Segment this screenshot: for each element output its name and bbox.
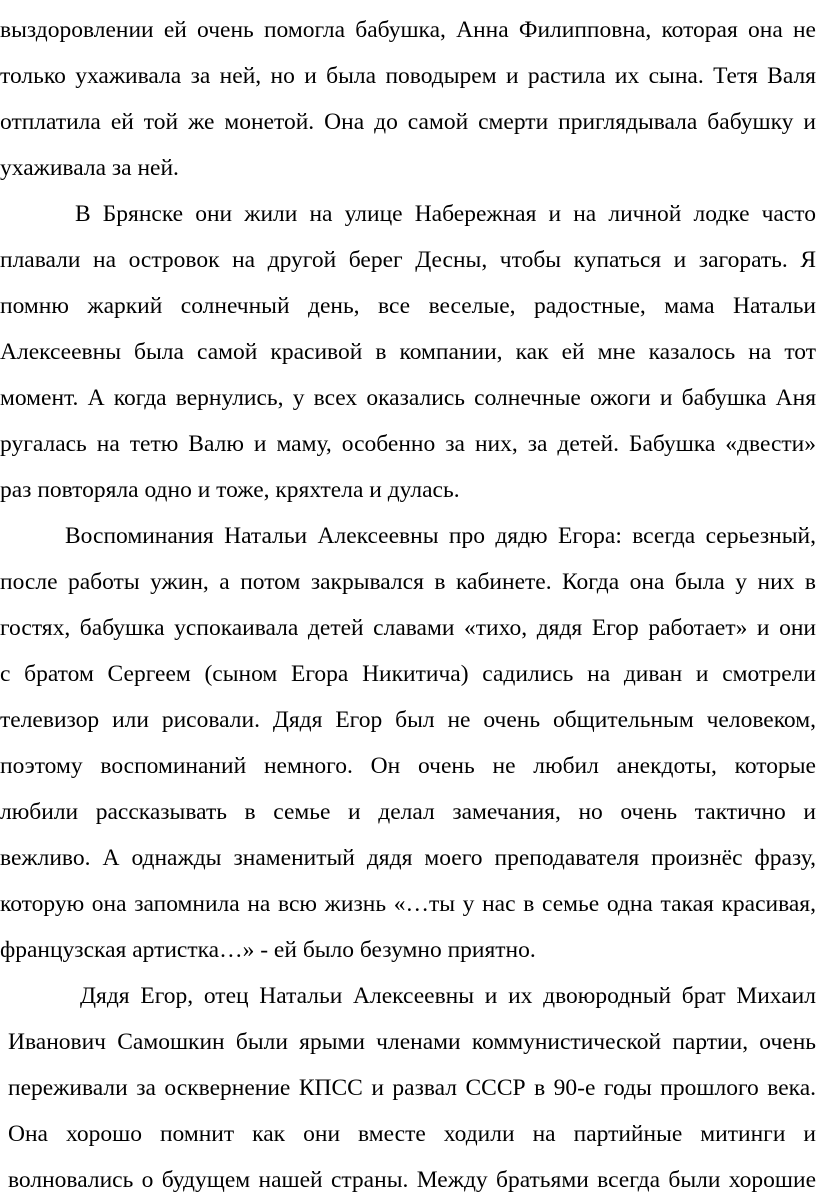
- text-line: которую она запомнила на всю жизнь «…ты у нас в семье одна такая красивая,: [0, 891, 816, 917]
- text-line: Алексеевны была самой красивой в компании, как ей мне казалось на тот: [0, 339, 816, 365]
- text-line: с братом Сергеем (сыном Егора Никитича) садились на диван и смотрели: [0, 661, 816, 687]
- text-line: после работы ужин, а потом закрывался в кабинете. Когда она была у них в: [0, 569, 816, 595]
- text-line: переживали за осквернение КПСС и развал СССР в 90-е годы прошлого века.: [8, 1075, 816, 1101]
- text-line: Она хорошо помнит как они вместе ходили на партийные митинги и: [8, 1121, 816, 1147]
- text-line: ругалась на тетю Валю и маму, особенно за них, за детей. Бабушка «двести»: [0, 431, 816, 457]
- text-line: волновались о будущем нашей страны. Между братьями всегда были хорошие: [8, 1167, 816, 1193]
- text-line: выздоровлении ей очень помогла бабушка, Анна Филипповна, которая она не: [0, 17, 816, 43]
- text-line: Иванович Самошкин были ярыми членами коммунистической партии, очень: [8, 1029, 816, 1055]
- text-line: поэтому воспоминаний немного. Он очень не любил анекдоты, которые: [0, 753, 816, 779]
- text-line: раз повторяла одно и тоже, кряхтела и дулась.: [0, 477, 460, 503]
- text-line: плавали на островок на другой берег Десны, чтобы купаться и загорать. Я: [0, 247, 816, 273]
- text-line: помню жаркий солнечный день, все веселые, радостные, мама Натальи: [0, 293, 816, 319]
- text-line: момент. А когда вернулись, у всех оказались солнечные ожоги и бабушка Аня: [0, 385, 816, 411]
- text-line: Воспоминания Натальи Алексеевны про дядю Егора: всегда серьезный,: [65, 523, 816, 549]
- text-line: только ухаживала за ней, но и была поводырем и растила их сына. Тетя Валя: [0, 63, 816, 89]
- text-line: В Брянске они жили на улице Набережная и на личной лодке часто: [75, 201, 816, 227]
- text-line: любили рассказывать в семье и делал замечания, но очень тактично и: [0, 799, 816, 825]
- text-line: Дядя Егор, отец Натальи Алексеевны и их двоюродный брат Михаил: [80, 983, 816, 1009]
- text-line: отплатила ей той же монетой. Она до самой смерти приглядывала бабушку и: [0, 109, 816, 135]
- text-line: ухаживала за ней.: [0, 155, 179, 181]
- text-line: вежливо. А однажды знаменитый дядя моего преподавателя произнёс фразу,: [0, 845, 816, 871]
- text-line: гостях, бабушка успокаивала детей славами «тихо, дядя Егор работает» и они: [0, 615, 816, 641]
- text-line: телевизор или рисовали. Дядя Егор был не очень общительным человеком,: [0, 707, 816, 733]
- text-line: французская артистка…» - ей было безумно приятно.: [0, 937, 536, 963]
